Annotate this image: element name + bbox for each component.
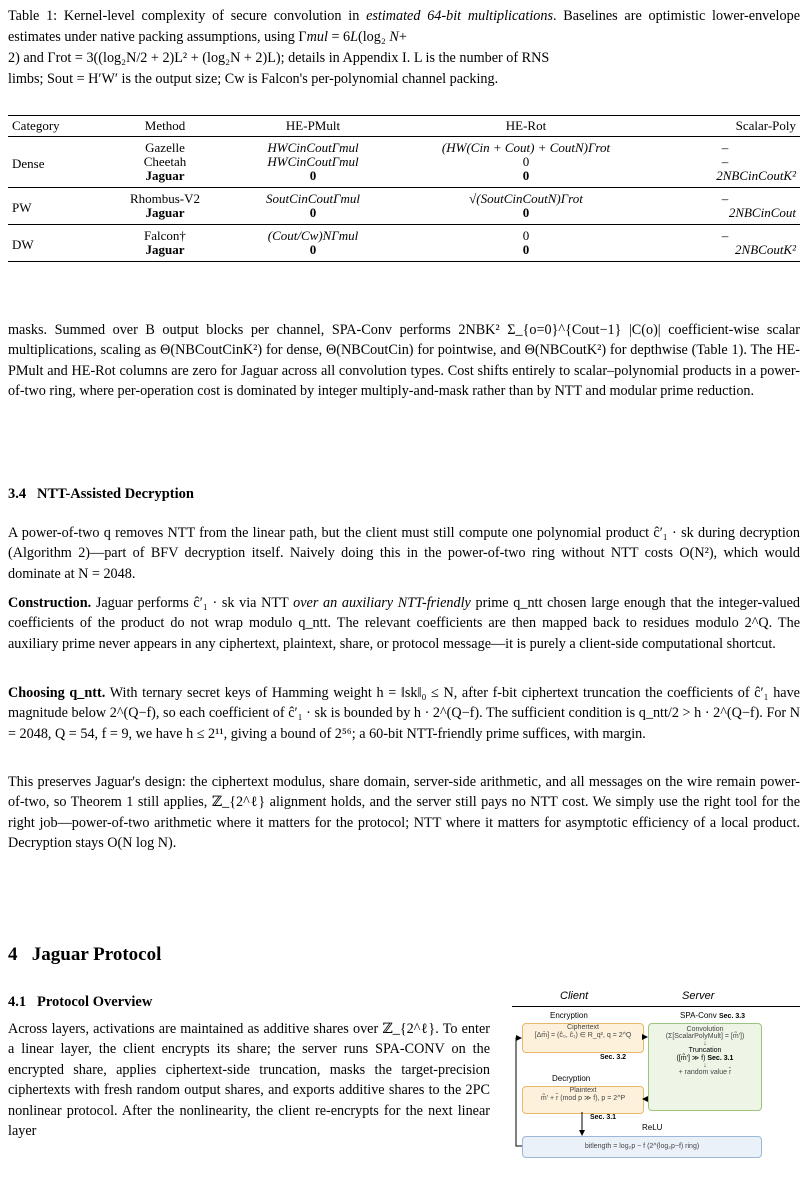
choosing-text: With ternary secret keys of Hamming weight h = ‖sk‖₀ ≤ N, after f-bit ciphertext truncation the coefficients of ĉ′₁ have magnitude below 2^(Q−f), so each coefficient of ĉ′₁ · sk is bounded by h · 2^(Q−f). The sufficient condition is q_ntt/2 > h · 2^(Q−f). For N = 2048, Q = 54, f = 9, we have h ≤ 2¹¹, giving a bound of 2⁵⁶; a 60-bit NTT-friendly prime suffices, with margin. <box>8 685 800 742</box>
pmult-cell: HWCinCoutΓmul <box>267 154 359 169</box>
server-box <box>648 1023 762 1111</box>
caption-text-a: Kernel-level complexity of secure convolution in <box>57 8 367 24</box>
table-header-row <box>8 116 800 137</box>
ciphertext-formula: [Δm̄] = (ĉ₀, ĉ₁) ∈ R_q², q = 2^Q <box>534 1032 632 1039</box>
table-row <box>8 169 800 188</box>
paragraph-choosing <box>8 683 800 744</box>
category-cell: PW <box>8 188 106 225</box>
rot-cell: (HW(Cin + Cout) + CoutN)Γrot <box>441 140 611 155</box>
method-cell: Falcon† <box>144 228 186 243</box>
server-label: Server <box>682 990 715 1002</box>
section-title: Protocol Overview <box>37 994 153 1010</box>
header-rot: HE-Rot <box>402 116 650 137</box>
caption-label: Table 1: <box>8 8 58 24</box>
table-row <box>8 188 800 207</box>
rot-cell: 0 <box>522 242 530 257</box>
construction-text-a: Jaguar performs ĉ′₁ · sk via NTT <box>91 595 294 611</box>
sec31b-ref: Sec. 3.1 <box>590 1114 617 1121</box>
section-number: 4 <box>8 944 18 965</box>
scalar-cell: – <box>721 228 729 243</box>
relu-box <box>522 1136 762 1158</box>
sec31-ref: Sec. 3.1 <box>707 1055 734 1062</box>
bitlength-formula: bitlength = log₂p − f (2^(log₂p−f) ring) <box>584 1143 700 1150</box>
pmult-cell: 0 <box>309 168 317 183</box>
ciphertext-title: Ciphertext <box>567 1024 599 1031</box>
method-cell: Gazelle <box>145 140 185 155</box>
construction-text-b: prime q_ntt chosen large enough that the integer-valued coefficients of the product do not wrap modulo q_ntt. The relevant coefficients are then mapped back to residues modulo 2^Q. The auxiliary prime never appears in any ciphertext, plaintext, share, or protocol message—it is purely a client-side computational shortcut. <box>8 595 800 652</box>
method-cell: Jaguar <box>145 168 185 183</box>
truncation-formula: ([m̃'] ≫ f) Sec. 3.1 <box>676 1055 734 1062</box>
section-heading-4-1 <box>8 994 152 1011</box>
random-value: + random value r̂ <box>678 1069 732 1076</box>
ciphertext-box <box>522 1023 644 1053</box>
sec32-ref: Sec. 3.2 <box>600 1054 627 1061</box>
scalar-cell: 2NBCoutK² <box>650 243 800 262</box>
paragraph-construction <box>8 593 800 654</box>
spaconv-label: SPA-Conv Sec. 3.3 <box>680 1011 746 1020</box>
header-category: Category <box>8 116 106 137</box>
paragraph-preserves: This preserves Jaguar's design: the ciphertext modulus, share domain, server-side arithmetic, and all messages on the wire remain power-of-two, so Theorem 1 still applies, ℤ_{2^ℓ} alignment holds, and the server still pays no NTT cost. We simply use the right tool for the right job—power-of-two arithmetic where it matters for the protocol; NTT where it matters for asymptotic efficiency of a local product. Decryption stays O(N log N). <box>8 774 800 852</box>
category-cell: DW <box>8 225 106 262</box>
truncation-title: Truncation <box>688 1047 722 1054</box>
table-row <box>8 206 800 225</box>
paragraph-ntt-intro: A power-of-two q removes NTT from the linear path, but the client must still compute one polynomial product ĉ′₁ · sk during decryption (Algorithm 2)—part of BFV decryption itself. Naively doing this in the power-of-two ring without NTT costs O(N²), which would dominate at N = 2048. <box>8 525 800 582</box>
table-row <box>8 243 800 262</box>
rot-cell: 0 <box>522 205 530 220</box>
relu-label: ReLU <box>642 1123 663 1132</box>
caption-text-b: . Baselines are optimistic lower-envelope estimates under native packing assumptions, using Γ <box>8 8 800 45</box>
convolution-title: Convolution <box>686 1026 724 1033</box>
rot-cell: √(SoutCinCoutN)Γrot <box>469 191 583 206</box>
category-cell: Dense <box>8 137 106 188</box>
rot-cell: 0 <box>522 168 530 183</box>
header-scalar: Scalar-Poly <box>650 116 800 137</box>
down-arrow-icon: ↓ <box>703 1040 707 1047</box>
pmult-cell: HWCinCoutΓmul <box>267 140 359 155</box>
table-row <box>8 155 800 169</box>
header-method: Method <box>106 116 224 137</box>
section-heading-4 <box>8 944 161 966</box>
client-label: Client <box>560 990 589 1002</box>
paragraph-overview: Across layers, activations are maintained as additive shares over ℤ_{2^ℓ}. To enter a linear layer, the client encrypts its share; the server runs SPA-CONV on the encrypted share, applies ciphertext-side truncation, masks the target-precision ciphertexts with fresh random output shares, and exports additive shares to the 2PC nonlinear protocol. After the nonlinearity, the client re-encrypts for the next linear layer <box>8 1021 490 1140</box>
pmult-cell: SoutCinCoutΓmul <box>265 191 361 206</box>
header-pmult: HE-PMult <box>224 116 402 137</box>
table-row <box>8 137 800 156</box>
method-cell: Jaguar <box>145 242 185 257</box>
plaintext-box <box>522 1086 644 1114</box>
plaintext-title: Plaintext <box>569 1087 597 1094</box>
choosing-lead: Choosing q_ntt. <box>8 685 106 701</box>
scalar-cell: – <box>721 154 729 169</box>
section-heading-3-4 <box>8 486 194 503</box>
rot-cell: 0 <box>522 154 530 169</box>
protocol-figure <box>510 990 802 1170</box>
section-number: 4.1 <box>8 994 27 1010</box>
caption-line2: 2) and Γrot = 3((log₂N/2 + 2)L² + (log₂N + 2)L); details in Appendix I. L is the number of RNS <box>8 50 550 66</box>
header-divider <box>512 1006 800 1007</box>
scalar-cell: 2NBCinCoutK² <box>650 169 800 188</box>
down-arrow-icon: ↓ <box>703 1062 707 1069</box>
table-caption: Table 1: Kernel-level complexity of secure convolution in estimated 64-bit multiplications. Baselines are optimistic lower-envelope estimates under native packing assumptions, using Γmul = 6L(log₂ N+ 2) and Γrot = 3((log₂N/2 + 2)L² + (log₂N + 2)L); details in Appendix I. L is the number of RNS limbs; Sout = H′W′ is the output size; Cw is Falcon's per-polynomial channel packing. <box>8 8 800 87</box>
convolution-formula: (Σ[ScalarPolyMult] = [m̃']) <box>665 1033 745 1040</box>
method-cell: Rhombus-V2 <box>129 191 201 206</box>
section-title: Jaguar Protocol <box>31 944 162 965</box>
method-cell: Cheetah <box>143 154 187 169</box>
paragraph-cost: masks. Summed over B output blocks per channel, SPA-Conv performs 2NBK² Σ_{o=0}^{Cout−1} |C(o)| coefficient-wise scalar multiplications, scaling as Θ(NBCoutCinK²) for dense, Θ(NBCoutCin) for pointwise, and Θ(NBCoutK²) for depthwise (Table 1). The HE-PMult and HE-Rot columns are zero for Jaguar across all convolution types. Cost shifts entirely to scalar–polynomial products in a power-of-two ring, where per-operation cost is dominated by integer multiply-and-mask rather than by NTT and modular prime reduction. <box>8 322 800 400</box>
pmult-cell: (Cout/Cw)NΓmul <box>267 228 359 243</box>
table-row <box>8 225 800 244</box>
pmult-cell: 0 <box>309 242 317 257</box>
caption-line3: limbs; Sout = H′W′ is the output size; Cw is Falcon's per-polynomial channel packing. <box>8 71 499 87</box>
complexity-table <box>8 115 800 262</box>
construction-lead: Construction. <box>8 595 92 611</box>
method-cell: Jaguar <box>145 205 185 220</box>
scalar-cell: 2NBCinCout <box>650 206 800 225</box>
pmult-cell: 0 <box>309 205 317 220</box>
construction-emphasis: over an auxiliary NTT-friendly <box>293 595 471 611</box>
scalar-cell: – <box>721 140 729 155</box>
sec33-ref: Sec. 3.3 <box>719 1013 746 1020</box>
section-title: NTT-Assisted Decryption <box>37 486 194 502</box>
decryption-label: Decryption <box>552 1074 591 1083</box>
encryption-label: Encryption <box>550 1011 588 1020</box>
rot-cell: 0 <box>522 228 530 243</box>
plaintext-formula: m̃' + r̂ (mod p ≫ f), p = 2^P <box>540 1095 626 1102</box>
section-number: 3.4 <box>8 486 27 502</box>
scalar-cell: – <box>721 191 729 206</box>
caption-emphasis: estimated 64-bit multiplications <box>366 8 553 24</box>
